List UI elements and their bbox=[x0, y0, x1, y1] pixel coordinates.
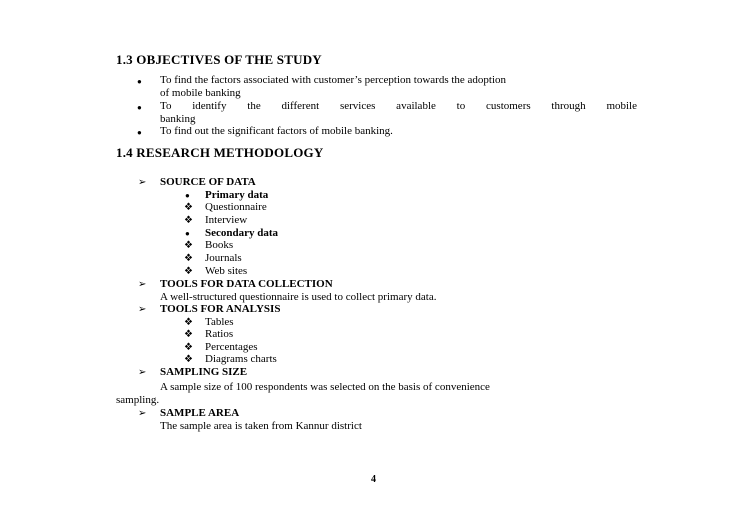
objective-item-3: To find out the significant factors of mobile banking. bbox=[160, 125, 393, 137]
objective-item-1-line1: To find the factors associated with customer’s perception towards the adoption bbox=[160, 74, 507, 86]
analysis-item-2: Ratios bbox=[205, 328, 234, 340]
objectives-heading: 1.3 OBJECTIVES OF THE STUDY bbox=[116, 52, 322, 67]
secondary-data-label: Secondary data bbox=[205, 227, 279, 239]
arrow-bullet-icon: ➢ bbox=[138, 367, 147, 378]
bullet-icon: ● bbox=[137, 77, 142, 86]
primary-item-1: Questionnaire bbox=[205, 201, 267, 213]
secondary-item-3: Web sites bbox=[205, 265, 248, 277]
diamond-bullet-icon: ❖ bbox=[184, 354, 193, 365]
diamond-bullet-icon: ❖ bbox=[184, 240, 193, 251]
analysis-item-4: Diagrams charts bbox=[205, 353, 277, 365]
bullet-icon: ● bbox=[185, 191, 190, 200]
objective-item-2-line2: banking bbox=[160, 113, 196, 125]
secondary-item-1: Books bbox=[205, 239, 234, 251]
tools-collection-text: A well-structured questionnaire is used to collect primary data. bbox=[160, 291, 437, 303]
arrow-bullet-icon: ➢ bbox=[138, 177, 147, 188]
source-of-data-label: SOURCE OF DATA bbox=[160, 176, 256, 188]
arrow-bullet-icon: ➢ bbox=[138, 279, 147, 290]
diamond-bullet-icon: ❖ bbox=[184, 329, 193, 340]
sampling-size-line1: A sample size of 100 respondents was selected on the basis of convenience bbox=[160, 381, 490, 393]
diamond-bullet-icon: ❖ bbox=[184, 215, 193, 226]
bullet-icon: ● bbox=[137, 128, 142, 137]
arrow-bullet-icon: ➢ bbox=[138, 408, 147, 419]
arrow-bullet-icon: ➢ bbox=[138, 304, 147, 315]
analysis-item-3: Percentages bbox=[205, 341, 258, 353]
methodology-heading: 1.4 RESEARCH METHODOLOGY bbox=[116, 145, 324, 160]
tools-analysis-label: TOOLS FOR ANALYSIS bbox=[160, 303, 281, 315]
sample-area-text: The sample area is taken from Kannur district bbox=[160, 420, 362, 432]
diamond-bullet-icon: ❖ bbox=[184, 317, 193, 328]
sample-area-label: SAMPLE AREA bbox=[160, 407, 240, 419]
primary-data-label: Primary data bbox=[205, 189, 269, 201]
secondary-item-2: Journals bbox=[205, 252, 242, 264]
bullet-icon: ● bbox=[185, 229, 190, 238]
tools-collection-label: TOOLS FOR DATA COLLECTION bbox=[160, 278, 333, 290]
objective-item-2-line1: To identify the different services available to customers through mobile bbox=[160, 100, 637, 112]
analysis-item-1: Tables bbox=[205, 316, 234, 328]
primary-item-2: Interview bbox=[205, 214, 248, 226]
objective-item-1-line2: of mobile banking bbox=[160, 87, 241, 99]
sampling-size-label: SAMPLING SIZE bbox=[160, 366, 248, 378]
diamond-bullet-icon: ❖ bbox=[184, 342, 193, 353]
sampling-size-line2: sampling. bbox=[116, 394, 160, 406]
diamond-bullet-icon: ❖ bbox=[184, 266, 193, 277]
bullet-icon: ● bbox=[137, 103, 142, 112]
diamond-bullet-icon: ❖ bbox=[184, 253, 193, 264]
page-number: 4 bbox=[371, 474, 376, 485]
diamond-bullet-icon: ❖ bbox=[184, 202, 193, 213]
